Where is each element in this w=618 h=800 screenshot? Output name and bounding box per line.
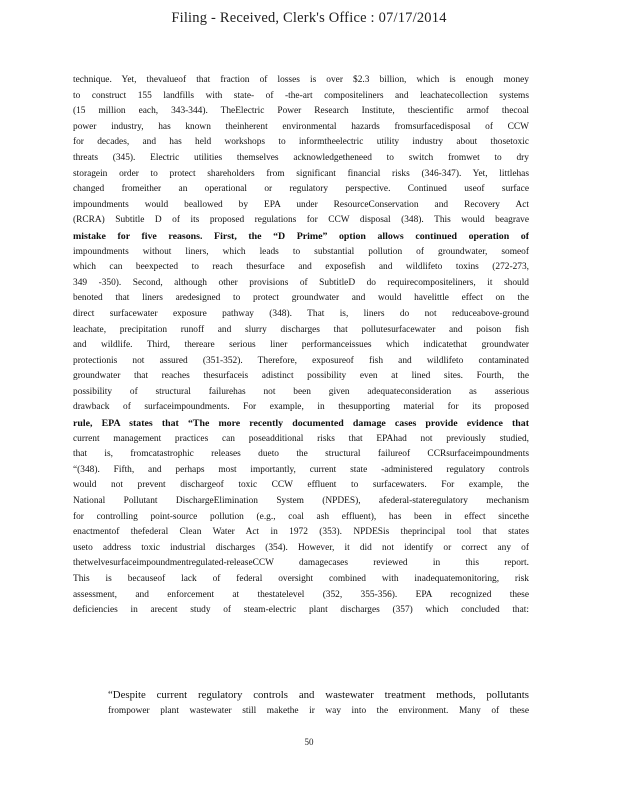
text-line: (RCRA) Subtitle D of its proposed regulations for CCW disposal (348). This would beagrave — [73, 215, 529, 226]
text-line: (15 million each, 343-344). TheElectric Power Research Institute, thescientific armof thecoal — [73, 106, 529, 117]
text-line: technique. Yet, thevalueof that fraction of losses is over $2.3 billion, which is enough money — [73, 75, 529, 85]
text-line: drawback of surfaceimpoundments. For example, in thesupporting material for its proposed — [73, 402, 529, 413]
text-line: useto address toxic industrial discharges (354). However, it did not identify or correct any of — [73, 542, 529, 553]
text-line: National Pollutant DischargeElimination System (NPDES), afederal-stateregulatory mechanism — [73, 496, 529, 507]
text-line: This is becauseof lack of federal oversight combined with inadequatemonitoring, risk — [73, 574, 529, 584]
text-line-bold: mistake for five reasons. First, the “D Prime” option allows continued operation of — [73, 230, 529, 242]
text-line: 349 -350). Second, although other provisions of SubtitleD do requirecompositeliners, it should — [73, 277, 529, 288]
body-paragraph — [73, 73, 529, 619]
text-line: for controlling point-source pollution (e.g., coal ash effluent), has been in effect sincethe — [73, 511, 529, 522]
text-line: for decades, and has held workshops to informtheelectric utility industry about thosetoxic — [73, 137, 529, 148]
text-line: thetwelvesurfaceimpoundmentregulated-releaseCCW damagecases reviewed in this report. — [73, 558, 529, 569]
text-line: to construct 155 landfills with state- of -the-art compositeliners and leachatecollection systems — [73, 90, 529, 101]
block-quote — [108, 686, 529, 718]
text-line: impoundments without liners, which leads to substantial pollution of groundwater, someof — [73, 246, 529, 257]
text-line: benoted that liners aredesigned to protect groundwater and would havelittle effect on the — [73, 293, 529, 304]
text-line: assessment, and enforcement at thestatelevel (352, 355-356). EPA recognized these — [73, 589, 529, 600]
text-line: protectionis not assured (351-352). Therefore, exposureof fish and wildlifeto contaminated — [73, 355, 529, 366]
text-line: threats (345). Electric utilities themselves acknowledgetheneed to switch fromwet to dry — [73, 152, 529, 163]
text-line-mixed: “(348). Fifth, and perhaps most importantly, current state -administered regulatory controls — [73, 464, 529, 475]
text-line-bold: rule, EPA states that “The more recently documented damage cases provide evidence that — [73, 418, 529, 430]
text-line: changed fromeither an operational or regulatory perspective. Continued useof surface — [73, 184, 529, 195]
page-number: 50 — [304, 737, 314, 747]
text-line: that is, fromcatastrophic releases dueto the structural failureof CCRsurfaceimpoundments — [73, 449, 529, 460]
text-line: leachate, precipitation runoff and slurry discharges that pollutesurfacewater and poison fish — [73, 324, 529, 335]
quote-line-1: “Despite current regulatory controls and wastewater treatment methods, pollutants — [108, 689, 529, 701]
text-line: enactmentof thefederal Clean Water Act in 1972 (353). NPDESis theprincipal tool that states — [73, 527, 529, 538]
text-line: groundwater that reaches thesurfaceis adistinct possibility even at lined sites. Fourth, the — [73, 371, 529, 382]
text-line: power industry, has known theinherent environmental hazards fromsurfacedisposal of CCW — [73, 121, 529, 132]
text-line: deficiencies in arecent study of steam-electric plant discharges (357) which concluded that: — [73, 605, 529, 616]
quote-line-2: frompower plant wastewater still makethe ir way into the environment. Many of these — [108, 706, 529, 716]
text-line: storagein order to protect shareholders from significant financial risks (346-347). Yet, littlehas — [73, 168, 529, 179]
text-line: which can beexpected to reach thesurface and exposefish and wildlifeto toxins (272-273, — [73, 262, 529, 273]
text-line: and wildlife. Third, thereare serious liner performanceissues which indicatethat groundwater — [73, 340, 529, 351]
filing-stamp-header: Filing - Received, Clerk's Office : 07/17/2014 — [171, 10, 447, 26]
text-line: current management practices can poseadditional risks that EPAhad not previously studied, — [73, 433, 529, 444]
text-line: direct surfacewater exposure pathway (348). That is, liners do not reduceabove-ground — [73, 308, 529, 319]
text-line: possibility of structural failurehas not been given adequateconsideration as asserious — [73, 386, 529, 397]
text-line: impoundments would beallowed by EPA under ResourceConservation and Recovery Act — [73, 199, 529, 210]
text-line: would not prevent dischargeof toxic CCW effluent to surfacewaters. For example, the — [73, 480, 529, 491]
